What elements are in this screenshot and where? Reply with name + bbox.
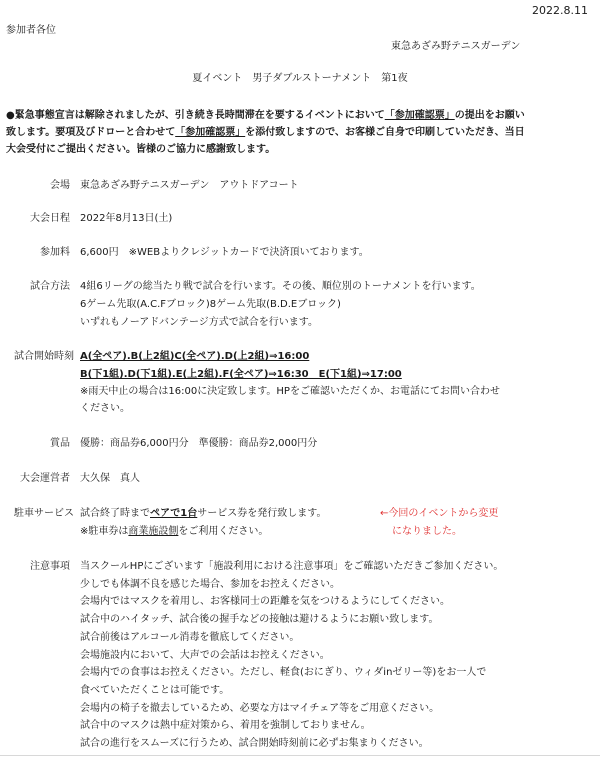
- notes-item: 当スクールHPにございます「施設利用における注意事項」をご確認いただきご参加ください。: [80, 561, 504, 572]
- notice-part-2: の提出をお願い致します。要項及びドローと合わせて: [6, 110, 525, 138]
- notice-part-1: ●緊急事態宣言は解除されましたが、引き続き長時間滞在を要するイベントにおいて: [6, 110, 385, 121]
- rain-note-line-2: ください。: [80, 403, 130, 414]
- notes-item: 試合中のハイタッチ、試合後の握手などの接触は避けるようにお願い致します。: [80, 614, 439, 626]
- notes-item: 試合の進行をスムーズに行うため、試合開始時刻前に必ずお集まりください。: [80, 738, 429, 749]
- method-line-1: 4組6リーグの総当たり戦で試合を行います。その後、順位別のトーナメントを行います。: [80, 281, 481, 292]
- prize-label: 賞品: [50, 438, 70, 449]
- page-bottom-border: [0, 755, 600, 756]
- method-line-2: 6ゲーム先取(A.C.Fブロック)8ゲーム先取(B.D.Eブロック): [80, 299, 341, 310]
- parking-change-note-1: ←今回のイベントから変更: [380, 508, 499, 519]
- commercial-facility-side: 商業施設側: [128, 526, 179, 537]
- parking-line-2: [80, 525, 268, 538]
- prize-value: 優勝：商品券6,000円分 準優勝：商品券2,000円分: [80, 438, 318, 449]
- notice-part-3: を添付致しますので、お客様ご自身で印刷していただき、当日大会受付にご提出ください。皆様のご協力に感謝致します。: [6, 127, 525, 155]
- organizer-label: 大会運営者: [20, 473, 70, 484]
- notes-item: 会場内ではマスクを着用し、お客様同士の距離を気をつけるようにしてください。: [80, 596, 450, 608]
- notes-item: 少しでも体調不良を感じた場合、参加をお控えください。: [80, 578, 340, 590]
- start-time-label: 試合開始時刻: [14, 351, 74, 362]
- date-value: 2022年8月13日(土): [80, 213, 173, 224]
- start-time-line-1: A(全ペア).B(上2組)C(全ペア).D(上2組)⇒16:00: [80, 351, 310, 362]
- sender: 東急あざみ野テニスガーデン: [391, 41, 521, 52]
- rain-note-line-1: ※雨天中止の場合は16:00に決定致します。HPをご確認いただくか、お電話にてお問い合わせ: [80, 386, 500, 397]
- parking-text: をご利用ください。: [178, 526, 269, 537]
- fee-label: 参加料: [40, 247, 70, 258]
- ticket-name: 「参加確認票」: [384, 110, 455, 121]
- parking-text: 試合終了時まで: [80, 508, 150, 519]
- parking-text: サービス券を発行致します。: [197, 508, 327, 519]
- parking-label: 駐車サービス: [14, 508, 74, 519]
- organizer-value: 大久保 真人: [80, 473, 140, 484]
- notes-label: 注意事項: [30, 561, 70, 572]
- venue-label: 会場: [50, 180, 70, 191]
- notes-item: 試合前後はアルコール消毒を徹底してください。: [80, 631, 300, 643]
- document-title: 夏イベント 男子ダブルストーナメント 第1夜: [192, 73, 408, 84]
- date-label: 大会日程: [30, 213, 70, 224]
- notice-paragraph: [6, 107, 526, 158]
- parking-line-1: [80, 507, 326, 520]
- parking-pair-emphasis: ペアで1台: [150, 508, 198, 519]
- method-line-3: いずれもノーアドバンテージ方式で試合を行います。: [80, 317, 318, 328]
- notes-item: 試合中のマスクは熱中症対策から、着用を強制しておりません。: [80, 720, 371, 732]
- recipient: 参加者各位: [6, 25, 56, 36]
- document-date: 2022.8.11: [532, 4, 588, 17]
- venue-value: 東急あざみ野テニスガーデン アウトドアコート: [80, 180, 299, 191]
- method-label: 試合方法: [30, 281, 70, 292]
- notes-item: 会場施設内において、大声での会話はお控えください。: [80, 649, 330, 661]
- fee-value: 6,600円 ※WEBよりクレジットカードで決済頂いております。: [80, 247, 369, 258]
- start-time-line-2: B(下1組).D(下1組).E(上2組).F(全ペア)⇒16:30 E(下1組)⇒17:00: [80, 369, 402, 380]
- notes-item: 会場内での食事はお控えください。ただし、軽食(おにぎり、ウィダinゼリー等)をお一人で: [80, 667, 487, 679]
- ticket-name: 「参加確認票」: [175, 127, 246, 138]
- notes-item: 会場内の椅子を撤去しているため、必要な方はマイチェア等をご用意ください。: [80, 702, 440, 714]
- notes-item: 食べていただくことは可能です。: [80, 684, 230, 696]
- parking-change-note-2: になりました。: [392, 526, 462, 537]
- parking-text: ※駐車券は: [80, 526, 129, 537]
